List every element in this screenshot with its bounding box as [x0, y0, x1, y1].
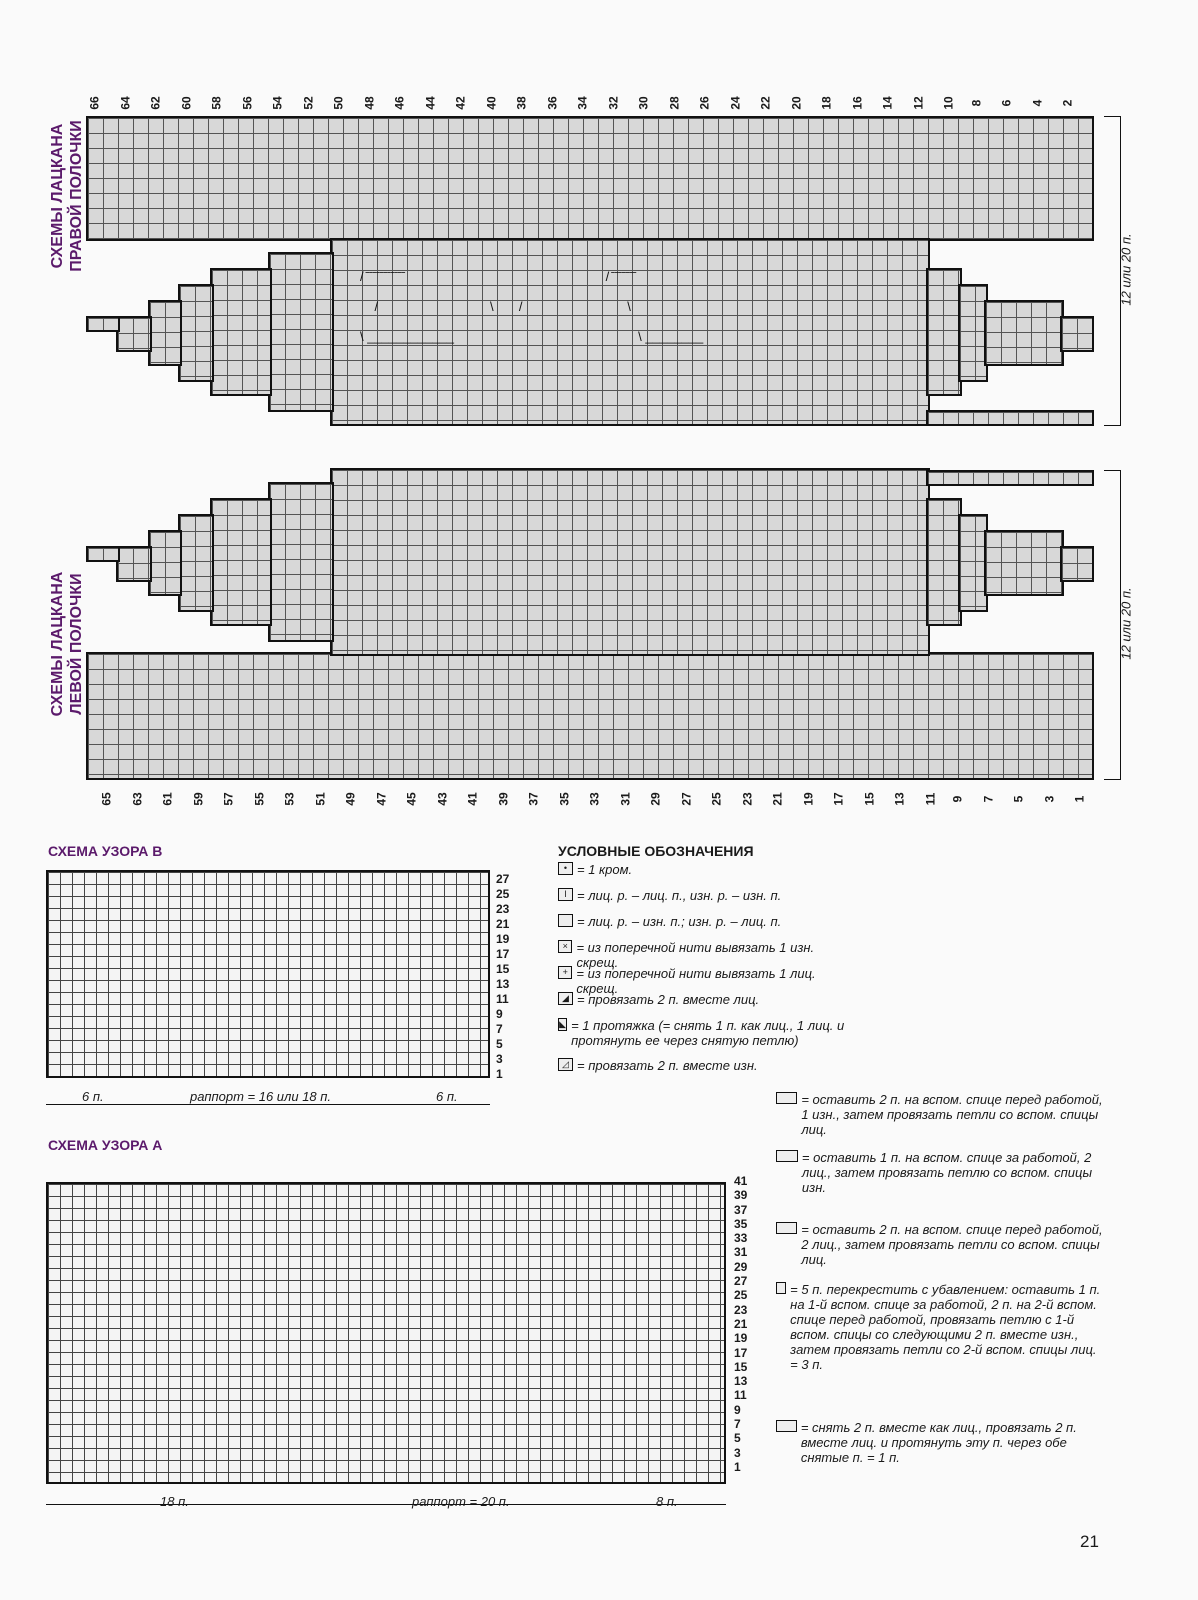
bottom-number: 61 — [160, 792, 175, 806]
bottom-number: 15 — [862, 792, 877, 806]
pattern-b-left-label: 6 п. — [82, 1089, 104, 1104]
chart2-title-line2: ЛЕВОЙ ПОЛОЧКИ — [68, 573, 85, 715]
legend-text: = лиц. р. – лиц. п., изн. р. – изн. п. — [577, 888, 782, 903]
row-number: 15 — [734, 1359, 748, 1374]
top-number: 42 — [453, 96, 468, 110]
chart1-title-line2: ПРАВОЙ ПОЛОЧКИ — [68, 120, 85, 272]
top-number: 60 — [179, 96, 194, 110]
top-number: 22 — [758, 96, 773, 110]
legend-text: = провязать 2 п. вместе изн. — [577, 1058, 758, 1073]
bottom-number: 33 — [587, 792, 602, 806]
bottom-number: 37 — [526, 792, 541, 806]
chart1-cable-marks: / ̄ ̄ ̄ ̄ ̄ ̄ ̄ ̄ ̄ ̄ ̄ / ̄ ̄ ̄ ̄ ̄ ̄ ̄ / \ / \ \ ____________ \ ________ — [360, 269, 704, 344]
row-number: 1 — [496, 1067, 503, 1081]
cable-symbol-icon — [776, 1222, 797, 1234]
legend-symbol-icon: ◣ — [559, 1019, 567, 1029]
top-number: 4 — [1029, 99, 1044, 107]
chart1-step-5 — [148, 300, 182, 366]
row-number: 23 — [496, 902, 510, 916]
chart1-right-1 — [926, 268, 962, 396]
legend-symbol-icon: ◢ — [558, 992, 573, 1005]
bottom-number: 43 — [435, 792, 450, 806]
legend-symbol-icon — [558, 914, 573, 927]
row-number: 19 — [734, 1331, 748, 1346]
top-number: 54 — [270, 96, 285, 110]
top-number: 58 — [209, 96, 224, 110]
legend-symbol-icon: • — [558, 862, 573, 875]
row-number: 25 — [734, 1288, 748, 1303]
chart1-title — [48, 86, 86, 306]
row-number: 35 — [734, 1216, 748, 1231]
chart2-step-5 — [148, 530, 182, 596]
cable-item — [776, 1222, 1106, 1267]
legend-item — [558, 1058, 848, 1073]
chart1-dim-label: 12 или 20 п. — [1118, 233, 1134, 306]
chart2-step-6 — [116, 546, 152, 582]
top-number: 62 — [148, 96, 163, 110]
chart2-right-1 — [926, 498, 962, 626]
cable-item — [776, 1150, 1106, 1195]
pattern-a-left-label: 18 п. — [160, 1494, 189, 1509]
bottom-number: 63 — [130, 792, 145, 806]
top-number: 52 — [301, 96, 316, 110]
cable-item — [776, 1092, 1106, 1137]
bottom-number: 5 — [1011, 795, 1026, 803]
row-number: 23 — [734, 1302, 748, 1317]
legend-text: = из поперечной нити вывязать 1 изн. скрещ. — [576, 940, 815, 970]
top-number: 14 — [880, 96, 895, 110]
pattern-a-middle-label: раппорт = 20 п. — [412, 1494, 510, 1509]
row-number: 41 — [734, 1174, 748, 1188]
pattern-a-dim-line — [46, 1504, 726, 1505]
top-number: 24 — [728, 96, 743, 110]
bottom-number: 47 — [374, 792, 389, 806]
legend-symbol-icon: × — [558, 940, 572, 953]
row-number: 17 — [734, 1345, 748, 1360]
cable-symbol-icon — [776, 1420, 797, 1432]
row-number: 25 — [496, 887, 510, 901]
legend-item — [558, 862, 848, 877]
row-number: 5 — [734, 1431, 741, 1446]
pattern-b-title: СХЕМА УЗОРА В — [48, 843, 163, 859]
top-number: 46 — [392, 96, 407, 110]
pattern-b-middle-label: раппорт = 16 или 18 п. — [190, 1089, 332, 1104]
row-number: 21 — [734, 1316, 748, 1331]
cable-symbol-icon — [776, 1150, 798, 1162]
pattern-a-title: СХЕМА УЗОРА А — [48, 1137, 163, 1153]
top-number: 8 — [968, 99, 983, 107]
cable-symbol-icon — [776, 1092, 797, 1104]
row-number: 3 — [734, 1445, 741, 1460]
row-number: 21 — [496, 917, 510, 931]
legend-text: = 1 кром. — [577, 862, 633, 877]
bottom-number: 19 — [801, 792, 816, 806]
row-number: 37 — [734, 1202, 748, 1217]
bottom-number: 17 — [831, 792, 846, 806]
bottom-number: 23 — [740, 792, 755, 806]
top-number: 16 — [850, 96, 865, 110]
top-number: 28 — [667, 96, 682, 110]
cable-item — [776, 1282, 1106, 1372]
chart2-step-2 — [268, 482, 334, 642]
cable-text: = снять 2 п. вместе как лиц., провязать 2 п. вместе лиц. и протянуть эту п. через обе снятые п. = 1 п. — [800, 1420, 1077, 1465]
bottom-number: 1 — [1072, 795, 1087, 803]
top-number: 10 — [941, 96, 956, 110]
chart2-dim-label: 12 или 20 п. — [1118, 587, 1134, 660]
top-number: 26 — [697, 96, 712, 110]
legend-text: = провязать 2 п. вместе лиц. — [577, 992, 760, 1007]
legend-symbol-icon: ◿ — [558, 1058, 573, 1071]
chart1-step-2 — [268, 252, 334, 412]
row-number: 9 — [734, 1402, 741, 1417]
top-number: 40 — [484, 96, 499, 110]
bottom-number: 45 — [404, 792, 419, 806]
bottom-number: 39 — [496, 792, 511, 806]
cable-symbol-icon — [776, 1282, 786, 1294]
top-number: 32 — [606, 96, 621, 110]
bottom-number: 49 — [343, 792, 358, 806]
chart1-right-3 — [984, 300, 1064, 366]
chart2-title — [48, 534, 86, 754]
pattern-a-right-label: 8 п. — [656, 1494, 678, 1509]
chart1-step-4 — [178, 284, 214, 382]
row-number: 5 — [496, 1037, 503, 1051]
top-number: 66 — [87, 96, 102, 110]
row-number: 27 — [496, 872, 510, 886]
row-number: 27 — [734, 1274, 748, 1289]
bottom-number: 55 — [252, 792, 267, 806]
pattern-b-grid — [46, 870, 490, 1078]
row-number: 31 — [734, 1245, 748, 1260]
top-number: 2 — [1060, 99, 1075, 107]
row-number: 3 — [496, 1052, 503, 1066]
pattern-b-right-label: 6 п. — [436, 1089, 458, 1104]
chart1-bottom-right — [926, 410, 1094, 426]
chart2-right-4 — [1060, 546, 1094, 582]
legend-symbol-icon: + — [558, 966, 572, 979]
chart1-right-4 — [1060, 316, 1094, 352]
legend-item — [558, 914, 848, 929]
chart1-step-7 — [86, 316, 120, 332]
top-number: 38 — [514, 96, 529, 110]
bottom-number: 65 — [99, 792, 114, 806]
cable-text: = оставить 1 п. на вспом. спице за работой, 2 лиц., затем провязать петлю со вспом. спицы изн. — [801, 1150, 1093, 1195]
bottom-number: 9 — [950, 795, 965, 803]
row-number: 13 — [734, 1374, 748, 1389]
bottom-number: 51 — [313, 792, 328, 806]
row-number: 17 — [496, 947, 510, 961]
chart2-step-1 — [330, 468, 930, 656]
chart1-title-line1: СХЕМЫ ЛАЦКАНА — [49, 123, 66, 269]
row-number: 29 — [734, 1259, 748, 1274]
chart2-right-3 — [984, 530, 1064, 596]
legend-item — [558, 888, 848, 903]
pattern-b-row-numbers — [496, 872, 509, 1082]
bottom-number: 35 — [557, 792, 572, 806]
bottom-number: 57 — [221, 792, 236, 806]
row-number: 11 — [496, 992, 509, 1006]
cable-text: = 5 п. перекрестить с убавлением: оставить 1 п. на 1-й вспом. спице за работой, 2 п. на 2-й вспом. спице перед работой, провязать петлю с 1-й вспом. спицы со следующими 2 п. вместе изн., затем провязать петли со 2-й вспом. спицы лиц. = 3 п. — [790, 1282, 1101, 1372]
row-number: 13 — [496, 977, 510, 991]
bottom-number: 31 — [618, 792, 633, 806]
legend-text: = 1 протяжка (= снять 1 п. как лиц., 1 лиц. и протянуть ее через снятую петлю) — [571, 1018, 845, 1048]
chart2-step-4 — [178, 514, 214, 612]
legend-symbol-icon: I — [558, 888, 573, 901]
bottom-number: 59 — [191, 792, 206, 806]
top-number: 6 — [999, 99, 1014, 107]
top-number: 50 — [331, 96, 346, 110]
top-number: 12 — [911, 96, 926, 110]
chart1-step-3 — [210, 268, 272, 396]
top-number: 18 — [819, 96, 834, 110]
bottom-number: 29 — [648, 792, 663, 806]
row-number: 33 — [734, 1231, 748, 1246]
chart2-title-line1: СХЕМЫ ЛАЦКАНА — [49, 571, 66, 717]
chart1-top-block — [86, 116, 1094, 241]
top-number: 48 — [362, 96, 377, 110]
top-number: 64 — [118, 96, 133, 110]
legend-text: = из поперечной нити вывязать 1 лиц. скрещ. — [576, 966, 816, 996]
top-number: 30 — [636, 96, 651, 110]
row-number: 15 — [496, 962, 510, 976]
top-number: 36 — [545, 96, 560, 110]
chart2-step-7 — [86, 546, 120, 562]
chart1-step-6 — [116, 316, 152, 352]
legend-item — [558, 1018, 848, 1048]
bottom-number: 3 — [1041, 795, 1056, 803]
row-number: 7 — [734, 1417, 741, 1432]
bottom-number: 53 — [282, 792, 297, 806]
pattern-a-row-numbers — [734, 1174, 747, 1474]
legend-text: = лиц. р. – изн. п.; изн. р. – лиц. п. — [577, 914, 782, 929]
bottom-number: 7 — [980, 795, 995, 803]
chart2-step-3 — [210, 498, 272, 626]
cable-item — [776, 1420, 1106, 1465]
pattern-b-dim-line — [46, 1104, 490, 1105]
row-number: 1 — [734, 1459, 741, 1474]
legend-title: УСЛОВНЫЕ ОБОЗНАЧЕНИЯ — [558, 843, 754, 859]
chart2-bottom-block — [86, 652, 1094, 780]
bottom-number: 13 — [892, 792, 907, 806]
legend-item — [558, 992, 848, 1007]
row-number: 7 — [496, 1022, 503, 1036]
bottom-number: 21 — [770, 792, 785, 806]
top-number: 34 — [575, 96, 590, 110]
top-number: 20 — [789, 96, 804, 110]
cable-text: = оставить 2 п. на вспом. спице перед работой, 2 лиц., затем провязать петли со вспом. спицы лиц. — [801, 1222, 1103, 1267]
chart2-top-right — [926, 470, 1094, 486]
top-number: 56 — [240, 96, 255, 110]
cable-text: = оставить 2 п. на вспом. спице перед работой, 1 изн., затем провязать петли со вспом. спицы лиц. — [801, 1092, 1103, 1137]
bottom-number: 27 — [679, 792, 694, 806]
bottom-number: 25 — [709, 792, 724, 806]
row-number: 39 — [734, 1188, 748, 1203]
bottom-number: 11 — [922, 792, 937, 806]
top-number: 44 — [423, 96, 438, 110]
row-number: 19 — [496, 932, 510, 946]
row-number: 11 — [734, 1388, 747, 1403]
pattern-a-grid — [46, 1182, 726, 1484]
row-number: 9 — [496, 1007, 503, 1021]
page-number: 21 — [1080, 1532, 1099, 1551]
bottom-number: 41 — [465, 792, 480, 806]
